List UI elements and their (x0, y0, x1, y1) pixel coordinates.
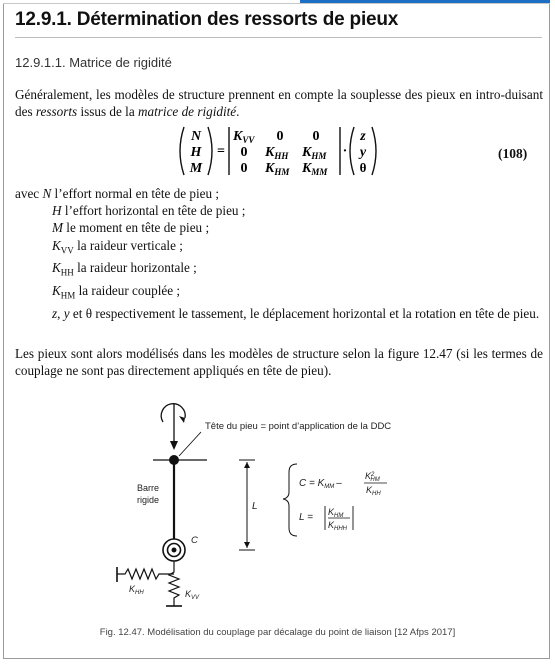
dot-operator: · (342, 144, 348, 159)
def-h: H l’effort horizontal en tête de pieu ; (52, 203, 246, 219)
l-num: $K_{HM}$ (328, 507, 344, 519)
intro-text-1: Généralement, les modèles de structure prennent en compte la souplesse des pieux en intro-duisant des (15, 87, 543, 119)
subsection-title: 12.9.1.1. Matrice de rigidité (15, 55, 172, 70)
formula-l: L = (299, 512, 313, 523)
formula-brace (283, 464, 297, 536)
lhs-paren-right (208, 127, 212, 175)
intro-em-matrice: matrice de rigidité (138, 104, 237, 119)
def-kvv: $K_{VV}$ la raideur verticale ; (52, 237, 183, 256)
def-m: M le moment en tête de pieu ; (52, 220, 210, 236)
rhs-y: y (359, 145, 367, 160)
definitions-list (15, 185, 543, 322)
paragraph-figure-ref: Les pieux sont alors modélisés dans les modèles de structure selon la figure 12.47 (si les termes de couplage ne sont pas directement appliqués en tête de pieu). (15, 346, 543, 378)
m33: $K_{MM}$ (302, 161, 328, 177)
m11: $K_{VV}$ (233, 129, 255, 145)
frac-den: $K_{HH}$ (366, 485, 381, 497)
rhs-paren-right (372, 127, 376, 175)
vertical-load-arrow-icon (170, 441, 178, 450)
top-border (3, 3, 550, 4)
frac-num: $K^2$ HM (365, 471, 380, 483)
stiffness-equation (0, 124, 555, 178)
formula-c: $C = K_{MM}$ – (299, 478, 342, 490)
kvv-label: $K_{VV}$ (185, 589, 200, 601)
equation-number: (108) (498, 146, 528, 161)
intro-text-2: issus de la (77, 104, 138, 119)
khh-spring (117, 569, 174, 579)
dim-arrow-top-icon (244, 462, 250, 468)
m31: 0 (240, 161, 248, 176)
def-khm: $K_{HM}$ la raideur couplée ; (52, 283, 181, 301)
def-khh: $K_{HH}$ la raideur horizontale ; (52, 260, 197, 279)
lhs-n: N (190, 129, 202, 144)
bar-label-2: rigide (137, 495, 160, 505)
rot-spring-core (172, 548, 177, 553)
title-rule (15, 37, 542, 38)
rhs-paren-left (350, 127, 354, 175)
lhs-h: H (190, 145, 202, 160)
bar-label-1: Barre (137, 483, 160, 493)
dim-arrow-bottom-icon (244, 542, 250, 548)
khh-label: $K_{HH}$ (129, 584, 144, 596)
c-label: C (191, 535, 198, 546)
intro-text-3: . (236, 104, 240, 119)
m23: $K_{HM}$ (302, 145, 327, 161)
figure-caption: Fig. 12.47. Modélisation du couplage par décalage du point de liaison [12 Afps 2017] (99, 627, 456, 638)
moment-arrowhead-icon (179, 416, 185, 423)
def-zy-theta: z, y et θ respectivement le tassement, le déplacement horizontal et la rotation en tête de pieu. (52, 306, 540, 322)
l-label: L (252, 501, 258, 512)
section-title: 12.9.1. Détermination des ressorts de pieux (15, 9, 399, 30)
pile-model-diagram (85, 392, 495, 622)
m13: 0 (312, 129, 320, 144)
intro-paragraph (15, 86, 543, 120)
lhs-m: M (189, 161, 203, 176)
intro-em-ressorts: ressorts (35, 104, 78, 119)
rhs-z: z (360, 129, 366, 144)
m21: 0 (240, 145, 248, 160)
m12: 0 (276, 129, 284, 144)
lhs-paren-left (180, 127, 184, 175)
m32: $K_{HM}$ (265, 161, 290, 177)
kvv-spring (169, 561, 179, 606)
def-n: avec N l’effort normal en tête de pieu ; (15, 186, 220, 201)
l-den: $K_{HHH}$ (328, 520, 348, 532)
head-label-leader (179, 432, 201, 456)
head-label: Tête du pieu = point d’application de la DDC (205, 421, 392, 432)
m22: $K_{HH}$ (265, 145, 289, 161)
equals-sign: = (217, 144, 225, 159)
rhs-theta: θ (359, 160, 367, 175)
